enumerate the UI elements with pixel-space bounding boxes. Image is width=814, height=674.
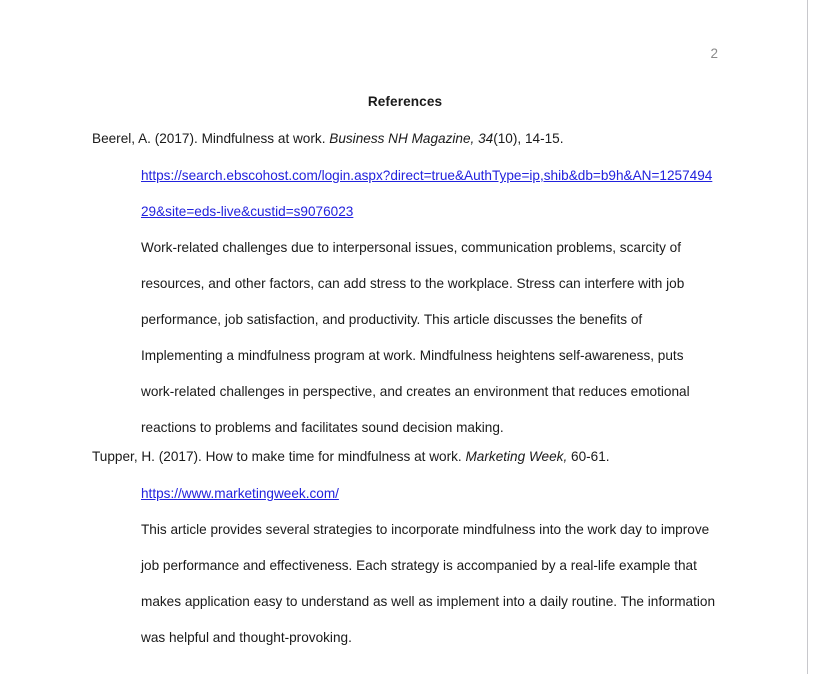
reference-link-continuation[interactable]: 29&site=eds-live&custid=s9076023 <box>141 204 354 219</box>
reference-source-title: Marketing Week, <box>465 449 568 464</box>
reference-citation-tail: 60-61. <box>567 449 610 464</box>
page-title: References <box>367 94 443 109</box>
reference-citation-tail: (10), 14-15. <box>493 131 564 146</box>
reference-source-title: Business NH Magazine, 34 <box>329 131 494 146</box>
reference-detail-block <box>141 476 718 656</box>
page-number: 2 <box>710 46 718 61</box>
reference-detail-block <box>141 158 718 446</box>
reference-entry <box>92 128 718 150</box>
annotation-text: This article provides several strategies to incorporate mindfulness into the work day to improve job performance and effectiveness. Each strategy is accompanied by a real-life example that makes application easy to understand as well as implement into a daily routine. The information was helpful and thought-provoking. <box>141 522 716 645</box>
reference-citation-text: Tupper, H. (2017). How to make time for mindfulness at work. <box>92 449 466 464</box>
spacer <box>92 468 718 476</box>
reference-link[interactable]: https://www.marketingweek.com/ <box>141 486 339 501</box>
page-header <box>92 44 718 64</box>
reference-entry <box>92 446 718 468</box>
spacer <box>92 150 718 158</box>
reference-citation-text: Beerel, A. (2017). Mindfulness at work. <box>92 131 330 146</box>
page-gutter <box>809 0 814 674</box>
document-body <box>92 92 718 656</box>
reference-link[interactable]: https://search.ebscohost.com/login.aspx?direct=true&AuthType=ip,shib&db=b9h&AN=1257494 <box>141 168 713 183</box>
annotation-text: Work-related challenges due to interpersonal issues, communication problems, scarcity of resources, and other factors, can add stress to the workplace. Stress can interfere with job performance, job satisfaction, and productivity. This article discusses the benefits of Implementing a mindfulness program at work. Mindfulness heightens self-awareness, puts work-related challenges in perspective, and creates an environment that reduces emotional reactions to problems and facilitates sound decision making. <box>141 240 690 435</box>
